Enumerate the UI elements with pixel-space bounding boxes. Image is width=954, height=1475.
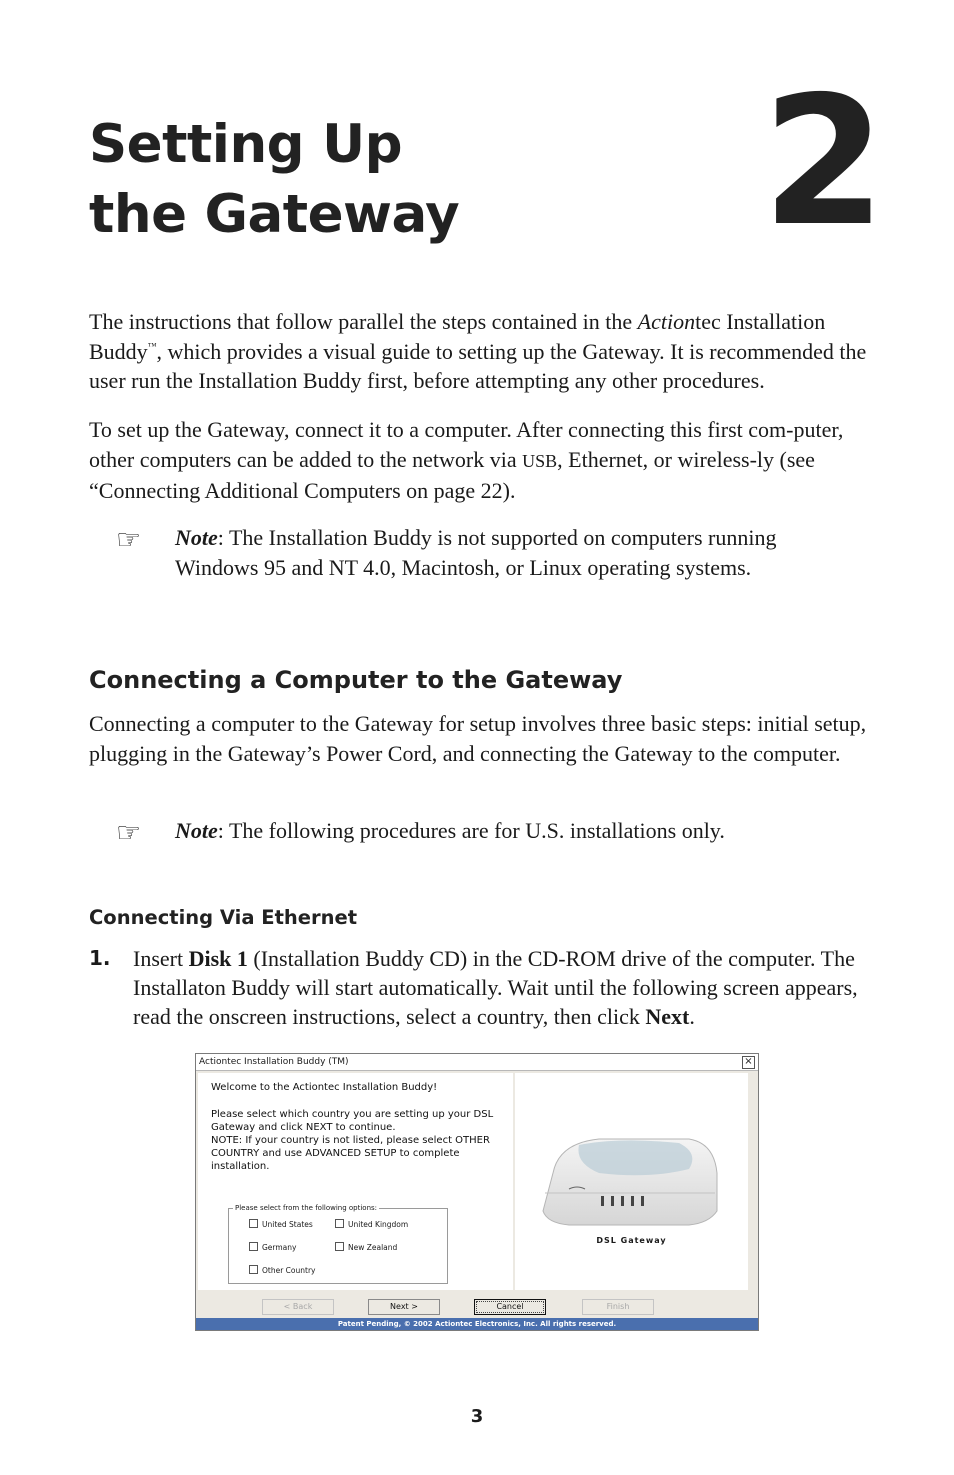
chapter-title-line-2: the Gateway [89,184,460,245]
pointing-hand-icon: ☞ [116,523,142,556]
usb-text: USB [522,450,558,471]
window-titlebar [196,1054,758,1071]
note-label: Note [175,525,218,550]
option-other-country[interactable] [249,1265,315,1275]
step-number: 1. [89,946,111,970]
back-button[interactable]: < Back [262,1299,334,1315]
note-text: : The Installation Buddy is not supported on computers running Windows 95 and NT 4.0, Macintosh, or Linux operating systems. [175,525,777,580]
chapter-title [89,110,459,250]
option-label: Other Country [262,1266,316,1275]
chapter-title-line-1: Setting Up [89,114,403,175]
intro-text: To set up the Gateway, connect it to a computer. After connecting this first com-puter, other computers can be added to the network via [89,417,844,472]
checkbox-icon[interactable] [249,1219,258,1228]
next-button[interactable]: Next > [368,1299,440,1315]
option-germany[interactable] [249,1242,296,1252]
finish-button[interactable]: Finish [582,1299,654,1315]
device-caption: DSL Gateway [596,1236,667,1245]
checkbox-icon[interactable] [249,1265,258,1274]
option-label: United Kingdom [348,1220,409,1229]
note-us-installations [175,816,795,846]
device-panel [515,1073,748,1290]
intro-paragraph-2 [89,415,869,506]
option-united-kingdom[interactable] [335,1219,408,1229]
instructions-panel [198,1073,513,1290]
option-label: New Zealand [348,1243,398,1252]
intro-paragraph-1 [89,307,869,396]
group-label: Please select from the following options: [235,1204,378,1212]
window-title: Actiontec Installation Buddy (TM) [199,1057,349,1067]
disk-label: Disk 1 [188,946,248,971]
step-text: . [689,1004,695,1029]
section-body: Connecting a computer to the Gateway for setup involves three basic steps: initial setup, plugging in the Gateway’s Power Cord, and connecting the Gateway to the computer. [89,711,867,766]
subsection-heading: Connecting Via Ethernet [89,906,358,929]
option-label: United States [262,1220,313,1229]
intro-text: tec Installation Buddy [89,309,826,364]
page-number: 3 [470,1406,484,1427]
note-text: : The following procedures are for U.S. installations only. [217,818,725,843]
dsl-gateway-image [539,1133,719,1233]
installation-buddy-screenshot [195,1053,759,1331]
instructions-text: Please select which country you are setting up your DSL Gateway and click NEXT to continue. NOTE: If your country is not listed, please select OTHER COUNTRY and use ADVANCED SETUP to complete installation. [211,1109,494,1172]
intro-text: , which provides a visual guide to setting up the Gateway. It is recommended the user run the Installation Buddy first, before attempting any other procedures. [89,338,867,393]
pointing-hand-icon: ☞ [116,816,142,849]
trademark-symbol: ™ [147,340,157,351]
intro-text: , Ethernet, or wireless-ly (see “Connecting Additional Computers on page 22). [89,446,815,503]
section-heading: Connecting a Computer to the Gateway [89,666,623,694]
step-1-text [133,944,873,1031]
close-icon[interactable]: × [742,1056,755,1069]
next-label: Next [645,1004,690,1029]
step-text: Insert [133,946,189,971]
cancel-button[interactable]: Cancel [474,1299,546,1315]
chapter-number: 2 [762,58,880,265]
note-label: Note [175,818,218,843]
step-text: (Installation Buddy CD) in the CD-ROM drive of the computer. The Installaton Buddy will start automatically. Wait until the following screen appears, read the onscreen instructions, select a country, then click [133,946,858,1029]
note-installation-buddy [175,523,795,582]
option-label: Germany [262,1243,297,1252]
intro-text: The instructions that follow parallel the steps contained in the [89,309,638,334]
welcome-text: Welcome to the Actiontec Installation Buddy! [211,1082,438,1093]
checkbox-icon[interactable] [335,1219,344,1228]
option-united-states[interactable] [249,1219,313,1229]
option-new-zealand[interactable] [335,1242,397,1252]
copyright-footer: Patent Pending, © 2002 Actiontec Electronics, Inc. All rights reserved. [196,1318,758,1330]
brand-italic: Action [637,309,696,334]
checkbox-icon[interactable] [249,1242,258,1251]
country-options-group [228,1204,448,1284]
checkbox-icon[interactable] [335,1242,344,1251]
